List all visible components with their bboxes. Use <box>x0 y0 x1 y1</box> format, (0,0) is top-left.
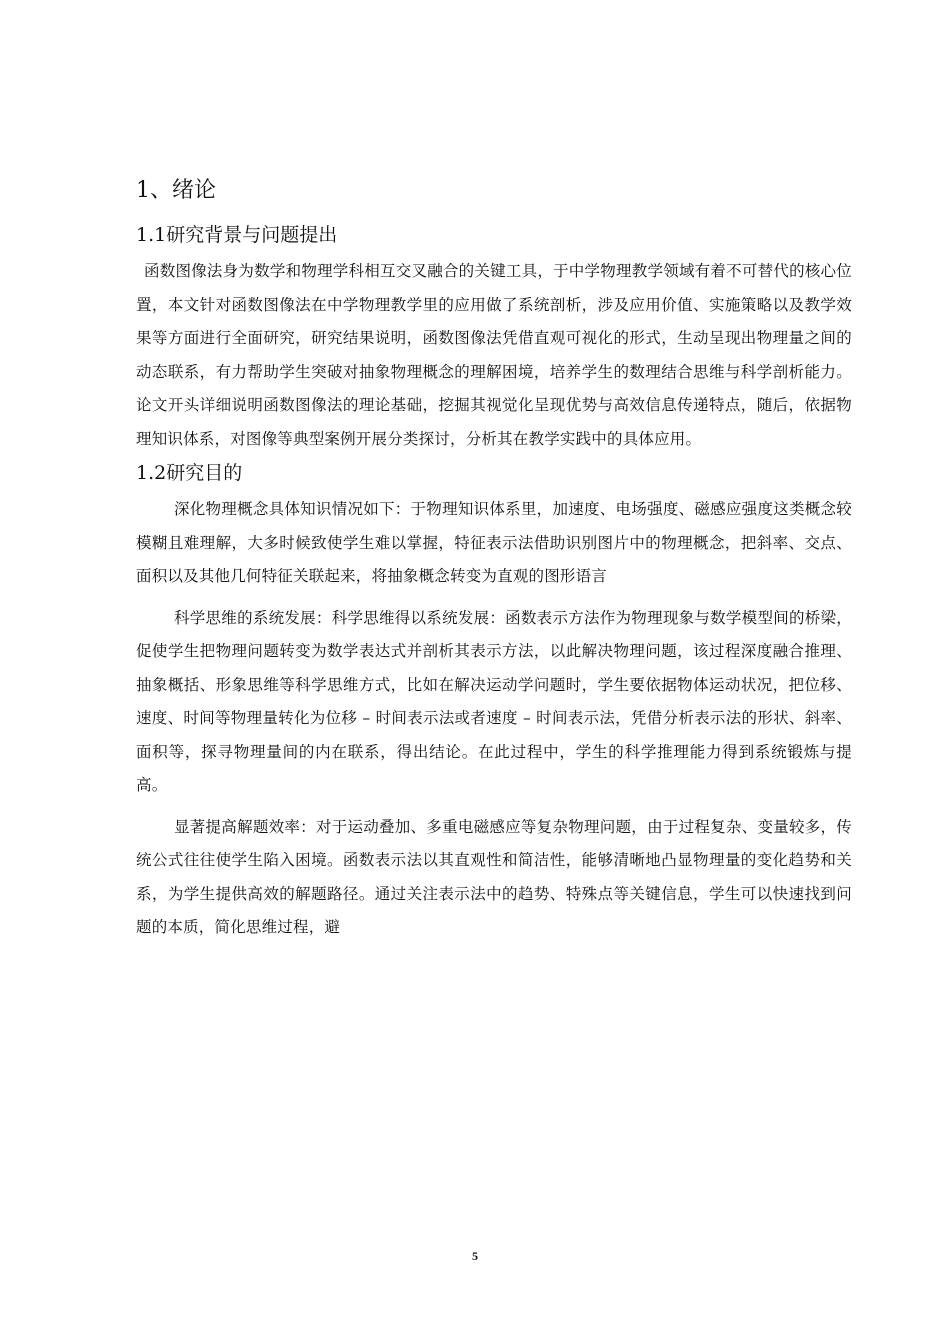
page-content <box>136 176 852 945</box>
paragraph-scientific-thinking: 科学思维的系统发展：科学思维得以系统发展：函数表示方法作为物理现象与数学模型间的桥梁，促使学生把物理问题转变为数学表达式并剖析其表示方法，以此解决物理问题，该过程深度融合推理、抽象概括、形象思维等科学思维方式，比如在解决运动学问题时，学生要依据物体运动状况，把位移、速度、时间等物理量转化为位移 – 时间表示法或者速度 – 时间表示法，凭借分析表示法的形状、斜率、面积等，探寻物理量间的内在联系，得出结论。在此过程中，学生的科学推理能力得到系统锻炼与提高。 <box>136 608 852 794</box>
paragraph-efficiency: 显著提高解题效率：对于运动叠加、多重电磁感应等复杂物理问题，由于过程复杂、变量较多，传统公式往往使学生陷入困境。函数表示法以其直观性和简洁性，能够清晰地凸显物理量的变化趋势和关系，为学生提供高效的解题路径。通过关注表示法中的趋势、特殊点等关键信息，学生可以快速找到问题的本质，简化思维过程，避 <box>136 817 852 936</box>
paragraph-background: 函数图像法身为数学和物理学科相互交叉融合的关键工具，于中学物理教学领域有着不可替代的核心位置，本文针对函数图像法在中学物理教学里的应用做了系统剖析，涉及应用价值、实施策略以及教学效果等方面进行全面研究，研究结果说明，函数图像法凭借直观可视化的形式，生动呈现出物理量之间的动态联系，有力帮助学生突破对抽象物理概念的理解困境，培养学生的数理结合思维与科学剖析能力。论文开头详细说明函数图像法的理论基础，挖掘其视觉化呈现优势与高效信息传递特点，随后，依据物理知识体系，对图像等典型案例开展分类探讨，分析其在教学实践中的具体应用。 <box>136 262 852 448</box>
subsection-heading-background: 1.1研究背景与问题提出 <box>136 224 338 246</box>
paragraph-concepts: 深化物理概念具体知识情况如下：于物理知识体系里，加速度、电场强度、磁感应强度这类概念较模糊且难理解，大多时候致使学生难以掌握，特征表示法借助识别图片中的物理概念，把斜率、交点、面积以及其他几何特征关联起来，将抽象概念转变为直观的图形语言 <box>136 500 852 585</box>
page-number: 5 <box>472 1249 478 1263</box>
section-heading: 1、绪论 <box>136 178 216 203</box>
subsection-heading-purpose: 1.2研究目的 <box>136 462 243 484</box>
